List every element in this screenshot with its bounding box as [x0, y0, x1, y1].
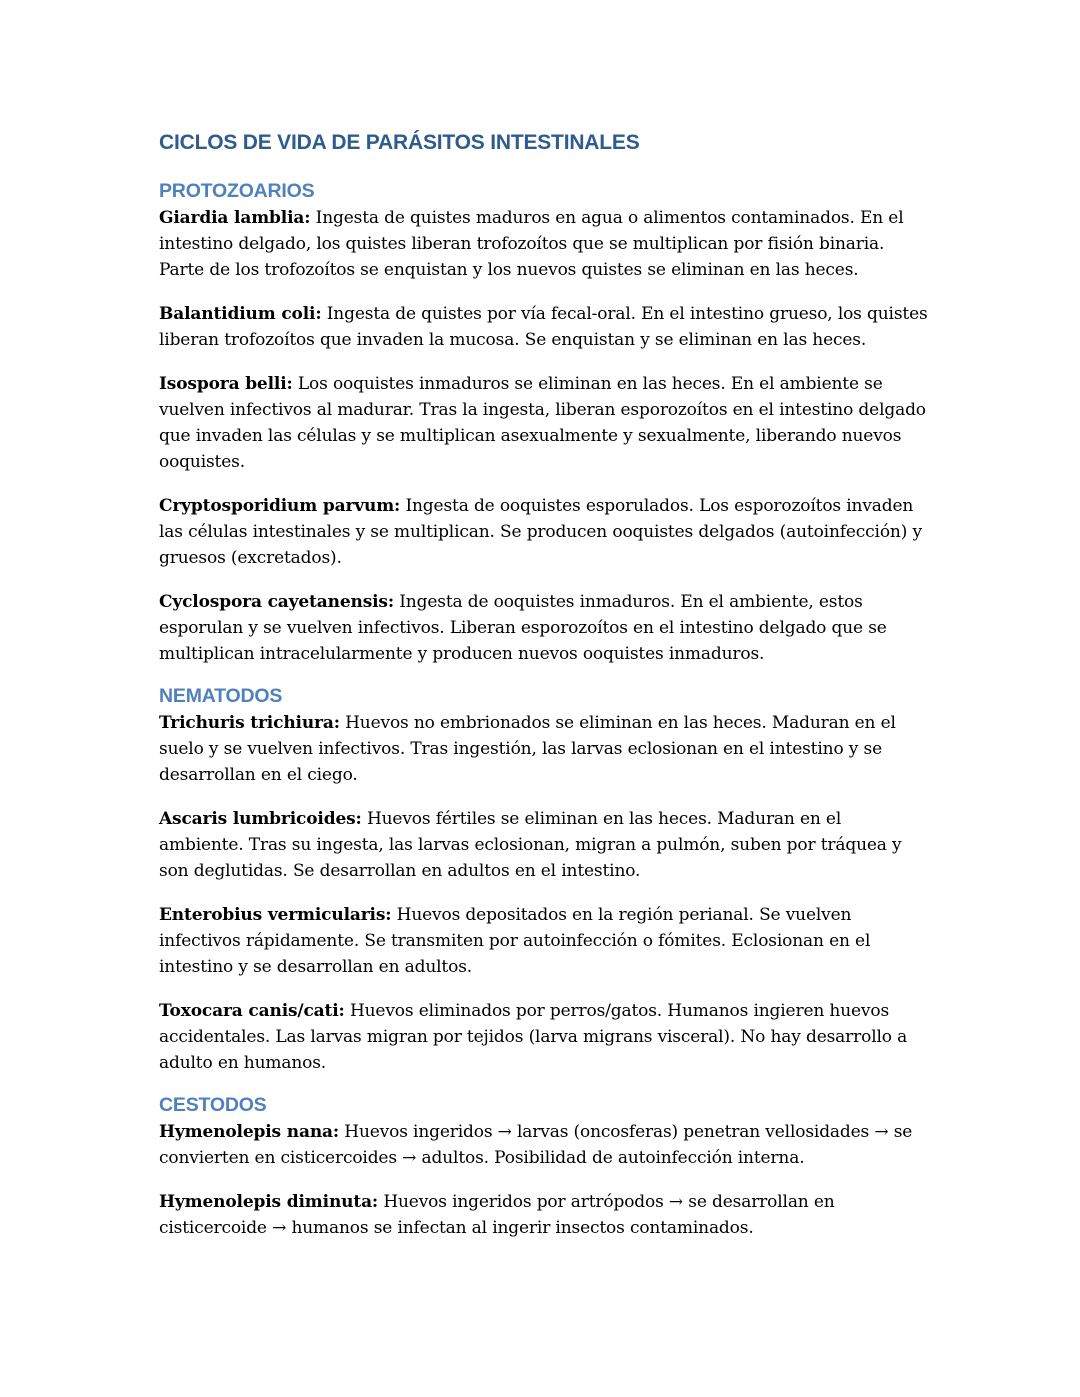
entry-name: Cryptosporidium parvum: — [159, 496, 401, 516]
entry-name: Giardia lamblia: — [159, 208, 311, 228]
entry-balantidium-coli — [159, 301, 929, 353]
entry-name: Hymenolepis diminuta: — [159, 1192, 379, 1212]
entry-text: Huevos fértiles se eliminan en las heces. Maduran en el ambiente. Tras su ingesta, las larvas eclosionan, migran a pulmón, suben por tráquea y son deglutidas. Se desarrollan en adultos en el intestino. — [159, 809, 902, 881]
entry-trichuris-trichiura — [159, 710, 929, 788]
entry-name: Ascaris lumbricoides: — [159, 809, 362, 829]
section-protozoarios — [159, 178, 929, 667]
entry-name: Balantidium coli: — [159, 304, 322, 324]
section-cestodos — [159, 1092, 929, 1241]
entry-name: Hymenolepis nana: — [159, 1122, 340, 1142]
entry-isospora-belli — [159, 371, 929, 475]
entry-name: Toxocara canis/cati: — [159, 1001, 345, 1021]
entry-text: Huevos no embrionados se eliminan en las heces. Maduran en el suelo y se vuelven infectivos. Tras ingestión, las larvas eclosionan en el intestino y se desarrollan en el ciego. — [159, 713, 896, 785]
section-heading: NEMATODOS — [159, 685, 283, 707]
entry-text: Huevos ingeridos → larvas (oncosferas) penetran vellosidades → se convierten en cisticercoides → adultos. Posibilidad de autoinfección interna. — [159, 1122, 913, 1168]
entry-name: Enterobius vermicularis: — [159, 905, 392, 925]
section-heading: CESTODOS — [159, 1094, 267, 1116]
entry-text: Ingesta de ooquistes inmaduros. En el ambiente, estos esporulan y se vuelven infectivos. Liberan esporozoítos en el intestino delgado que se multiplican intracelularmente y producen nuevos ooquistes inmaduros. — [159, 592, 887, 664]
entry-name: Trichuris trichiura: — [159, 713, 340, 733]
entry-name: Isospora belli: — [159, 374, 293, 394]
entry-name: Cyclospora cayetanensis: — [159, 592, 394, 612]
entry-text: Huevos ingeridos por artrópodos → se desarrollan en cisticercoide → humanos se infectan al ingerir insectos contaminados. — [159, 1192, 835, 1238]
entry-text: Huevos depositados en la región perianal. Se vuelven infectivos rápidamente. Se transmiten por autoinfección o fómites. Eclosionan en el intestino y se desarrollan en adultos. — [159, 905, 871, 977]
document-title: CICLOS DE VIDA DE PARÁSITOS INTESTINALES — [159, 131, 640, 154]
entry-text: Los ooquistes inmaduros se eliminan en las heces. En el ambiente se vuelven infectivos al madurar. Tras la ingesta, liberan esporozoítos en el intestino delgado que invaden las células y se multiplican asexualmente y sexualmente, liberando nuevos ooquistes. — [159, 374, 926, 472]
entry-cyclospora-cayetanensis — [159, 589, 929, 667]
entry-hymenolepis-nana — [159, 1119, 929, 1171]
entry-enterobius-vermicularis — [159, 902, 929, 980]
entry-toxocara-canis-cati — [159, 998, 929, 1076]
entry-text: Ingesta de quistes maduros en agua o alimentos contaminados. En el intestino delgado, los quistes liberan trofozoítos que se multiplican por fisión binaria. Parte de los trofozoítos se enquistan y los nuevos quistes se eliminan en las heces. — [159, 208, 904, 280]
entry-giardia-lamblia — [159, 205, 929, 283]
section-heading: PROTOZOARIOS — [159, 180, 315, 202]
entry-text: Ingesta de quistes por vía fecal-oral. En el intestino grueso, los quistes liberan trofozoítos que invaden la mucosa. Se enquistan y se eliminan en las heces. — [159, 304, 928, 350]
entry-text: Ingesta de ooquistes esporulados. Los esporozoítos invaden las células intestinales y se multiplican. Se producen ooquistes delgados (autoinfección) y gruesos (excretados). — [159, 496, 922, 568]
entry-hymenolepis-diminuta — [159, 1189, 929, 1241]
entry-text: Huevos eliminados por perros/gatos. Humanos ingieren huevos accidentales. Las larvas migran por tejidos (larva migrans visceral). No hay desarrollo a adulto en humanos. — [159, 1001, 908, 1073]
section-nematodos — [159, 683, 929, 1076]
entry-cryptosporidium-parvum — [159, 493, 929, 571]
document-page — [159, 128, 929, 1257]
entry-ascaris-lumbricoides — [159, 806, 929, 884]
